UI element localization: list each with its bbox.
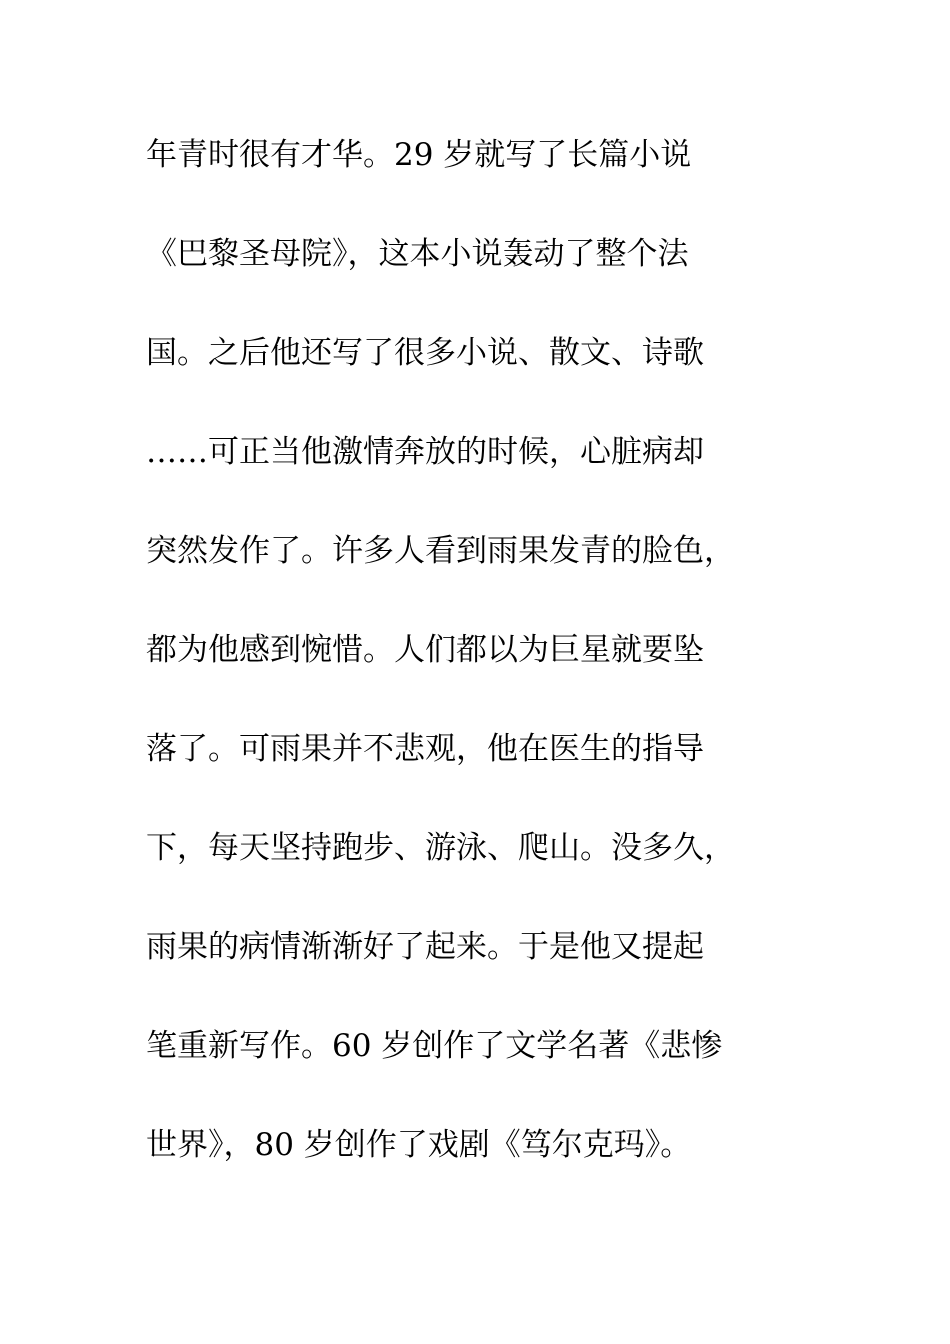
text-line: 年青时很有才华。29 岁就写了长篇小说	[146, 137, 692, 173]
text-line: 落了。可雨果并不悲观，他在医生的指导	[146, 731, 704, 767]
text-line: 雨果的病情渐渐好了起来。于是他又提起	[146, 929, 704, 965]
text-line: 突然发作了。许多人看到雨果发青的脸色，	[146, 533, 735, 569]
text-line: 笔重新写作。60 岁创作了文学名著《悲惨	[146, 1028, 723, 1064]
text-line: 下，每天坚持跑步、游泳、爬山。没多久，	[146, 830, 735, 866]
text-line: 世界》，80 岁创作了戏剧《笃尔克玛》。	[146, 1127, 692, 1163]
body-paragraph	[146, 128, 826, 1217]
text-line: ……可正当他激情奔放的时候，心脏病却	[146, 434, 704, 470]
text-line: 都为他感到惋惜。人们都以为巨星就要坠	[146, 632, 704, 668]
text-line: 《巴黎圣母院》，这本小说轰动了整个法	[146, 236, 689, 272]
text-line: 国。之后他还写了很多小说、散文、诗歌	[146, 335, 704, 371]
